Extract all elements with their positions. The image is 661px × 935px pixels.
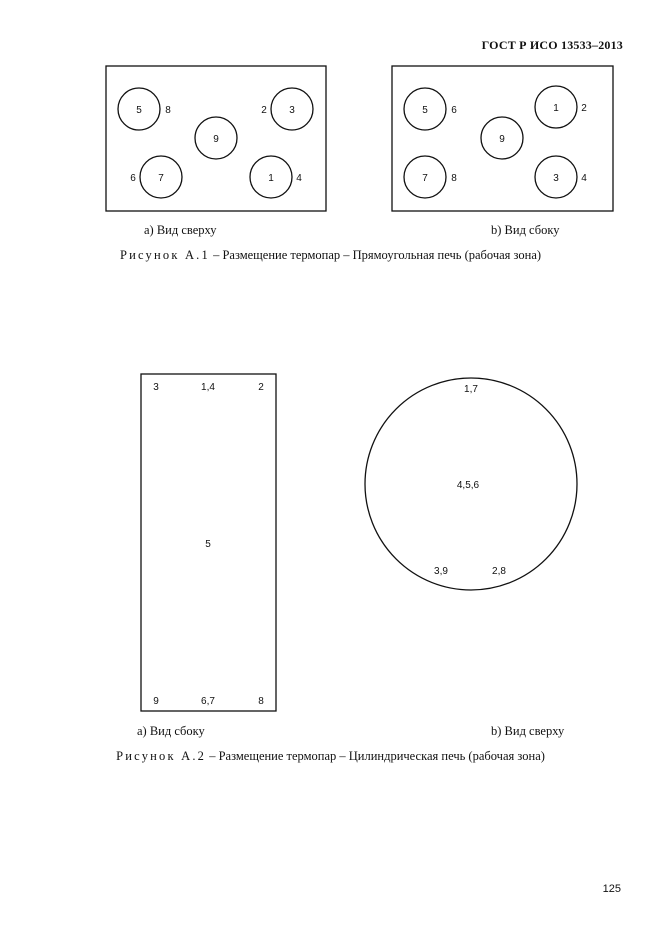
- figure-a1-caption-a: a) Вид сверху: [144, 223, 217, 237]
- side-label: 6: [130, 173, 136, 184]
- circle-label: 7: [158, 173, 164, 184]
- position-label: 5: [205, 539, 211, 550]
- figure-a2-number: Рисунок А.2: [116, 749, 207, 763]
- side-label: 6: [451, 105, 457, 116]
- page-number: 125: [602, 883, 621, 895]
- figure-a1-title: [0, 248, 661, 263]
- side-label: 8: [165, 105, 171, 116]
- circle-label: 7: [422, 173, 428, 184]
- side-label: 8: [451, 173, 457, 184]
- side-label: 2: [581, 103, 587, 114]
- circle-label: 1: [268, 173, 274, 184]
- position-label: 9: [153, 696, 159, 707]
- position-label: 1,4: [201, 382, 215, 393]
- position-label: 3: [153, 382, 159, 393]
- circle-label: 9: [213, 134, 219, 145]
- position-label: 2,8: [492, 566, 506, 577]
- figure-a2-caption-a: a) Вид сбоку: [137, 724, 205, 738]
- position-label: 1,7: [464, 384, 478, 395]
- position-label: 3,9: [434, 566, 448, 577]
- position-label: 2: [258, 382, 264, 393]
- position-label: 4,5,6: [456, 480, 480, 491]
- figure-a2-caption-b: b) Вид сверху: [491, 724, 565, 738]
- side-label: 2: [261, 105, 267, 116]
- circle-label: 3: [553, 173, 559, 184]
- circle-label: 1: [553, 103, 559, 114]
- circle-label: 5: [422, 105, 428, 116]
- position-label: 6,7: [201, 696, 215, 707]
- figure-a1-caption-b: b) Вид сбоку: [491, 223, 560, 237]
- figure-a2-title-text: – Размещение термопар – Цилиндрическая печь (рабочая зона): [206, 749, 545, 763]
- side-label: 4: [296, 173, 302, 184]
- circle-label: 5: [136, 105, 142, 116]
- figure-a1-number: Рисунок А.1: [119, 248, 210, 262]
- position-label: 8: [258, 696, 264, 707]
- side-label: 4: [581, 173, 587, 184]
- document-header: ГОСТ Р ИСО 13533–2013: [481, 38, 623, 52]
- figure-a2-title: [0, 749, 661, 764]
- circle-label: 3: [289, 105, 295, 116]
- figure-a1-title-text: – Размещение термопар – Прямоугольная печь (рабочая зона): [209, 248, 542, 262]
- circle-label: 9: [499, 134, 505, 145]
